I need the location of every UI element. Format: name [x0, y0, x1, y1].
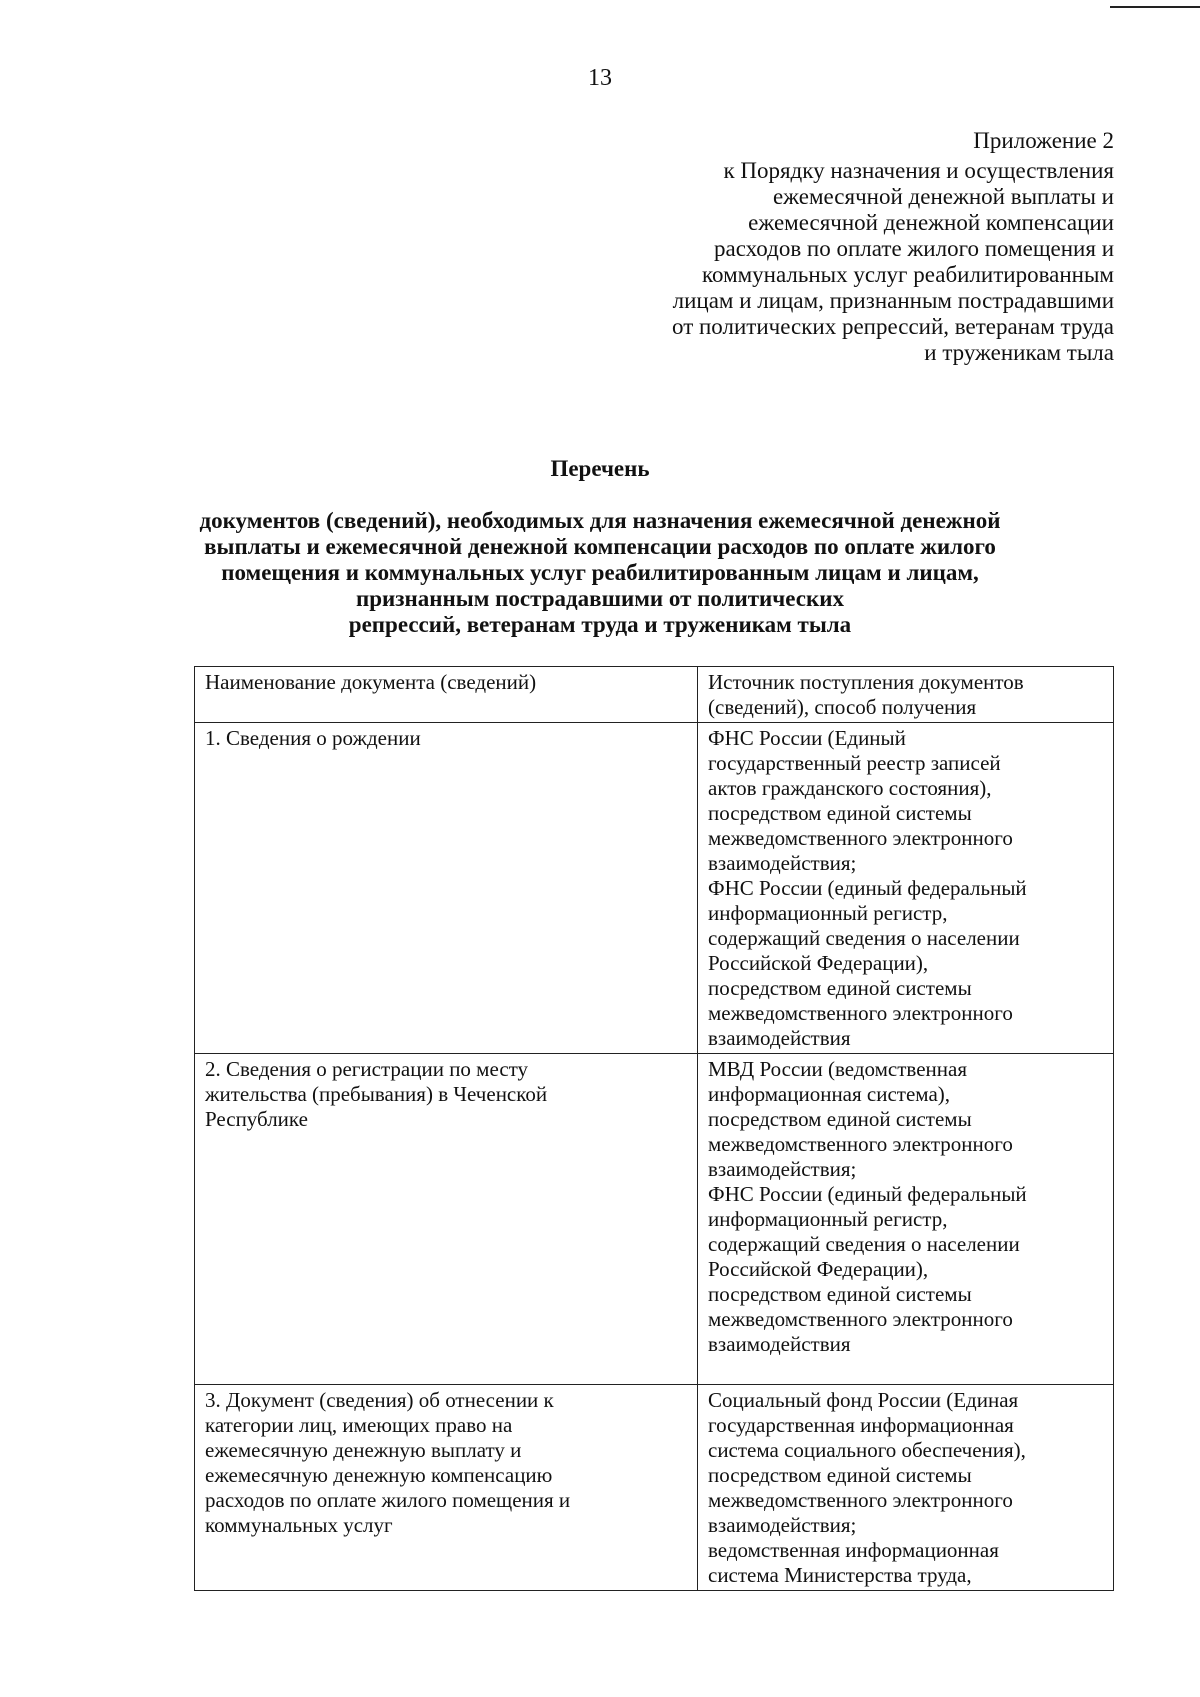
cell-text: межведомственного электронного	[708, 826, 1013, 850]
cell-text: 2. Сведения о регистрации по месту	[205, 1057, 529, 1081]
cell-text: посредством единой системы	[708, 1463, 972, 1487]
cell-text: коммунальных услуг	[205, 1513, 393, 1537]
row-source	[698, 1385, 1114, 1591]
cell-text: Российской Федерации),	[708, 951, 929, 975]
cell-text: посредством единой системы	[708, 1107, 972, 1131]
cell-text: информационный регистр,	[708, 901, 948, 925]
appendix-line: от политических репрессий, ветеранам труда	[672, 314, 1114, 339]
title-main: Перечень	[550, 456, 650, 481]
cell-text: ФНС России (Единый	[708, 726, 906, 750]
cell-text: Республике	[205, 1107, 308, 1131]
header-text: Наименование документа (сведений)	[205, 670, 537, 694]
table-row	[195, 723, 1114, 1054]
row-document-name	[195, 723, 698, 1054]
documents-table	[194, 666, 1114, 1591]
appendix-block	[672, 128, 1114, 366]
cell-text: межведомственного электронного	[708, 1307, 1013, 1331]
cell-text: государственная информационная	[708, 1413, 1014, 1437]
cell-text: ведомственная информационная	[708, 1538, 999, 1562]
cell-text: актов гражданского состояния),	[708, 776, 992, 800]
cell-text: межведомственного электронного	[708, 1488, 1013, 1512]
cell-text: посредством единой системы	[708, 976, 972, 1000]
table-row	[195, 1385, 1114, 1591]
cell-text: государственный реестр записей	[708, 751, 1001, 775]
cell-text: Социальный фонд России (Единая	[708, 1388, 1019, 1412]
cell-text: межведомственного электронного	[708, 1001, 1013, 1025]
appendix-line: и труженикам тыла	[924, 340, 1114, 365]
appendix-line: к Порядку назначения и осуществления	[723, 158, 1114, 183]
row-document-name	[195, 1385, 698, 1591]
header-document-name	[195, 667, 698, 723]
cell-text: жительства (пребывания) в Чеченской	[205, 1082, 548, 1106]
title-line: выплаты и ежемесячной денежной компенсации расходов по оплате жилого	[204, 534, 996, 559]
cell-text: расходов по оплате жилого помещения и	[205, 1488, 571, 1512]
cell-text: взаимодействия	[708, 1026, 851, 1050]
header-text: (сведений), способ получения	[708, 695, 977, 719]
row-source	[698, 723, 1114, 1054]
cell-text: система социального обеспечения),	[708, 1438, 1026, 1462]
cell-text: взаимодействия;	[708, 851, 857, 875]
appendix-line: лицам и лицам, признанным пострадавшими	[672, 288, 1114, 313]
cell-text: содержащий сведения о населении	[708, 926, 1020, 950]
table-row	[195, 1054, 1114, 1385]
appendix-title: Приложение 2	[973, 128, 1114, 153]
document-title	[0, 456, 1200, 638]
row-source	[698, 1054, 1114, 1385]
cell-text: посредством единой системы	[708, 801, 972, 825]
cell-text: взаимодействия;	[708, 1513, 857, 1537]
appendix-line: ежемесячной денежной выплаты и	[772, 184, 1114, 209]
cell-text: содержащий сведения о населении	[708, 1232, 1020, 1256]
title-line: помещения и коммунальных услуг реабилитированным лицам и лицам,	[221, 560, 979, 585]
cell-text	[708, 1357, 1105, 1382]
table-header-row	[195, 667, 1114, 723]
cell-text: 3. Документ (сведения) об отнесении к	[205, 1388, 554, 1412]
title-line: репрессий, ветеранам труда и труженикам тыла	[348, 612, 852, 637]
header-text: Источник поступления документов	[708, 670, 1024, 694]
cell-text: МВД России (ведомственная	[708, 1057, 967, 1081]
header-source	[698, 667, 1114, 723]
cell-text: информационная система),	[708, 1082, 951, 1106]
title-line: признанным пострадавшими от политических	[356, 586, 844, 611]
title-line: документов (сведений), необходимых для назначения ежемесячной денежной	[199, 508, 1001, 533]
cell-text: ежемесячную денежную выплату и	[205, 1438, 522, 1462]
cell-text: взаимодействия;	[708, 1157, 857, 1181]
cell-text: ФНС России (единый федеральный	[708, 876, 1027, 900]
cell-text: категории лиц, имеющих право на	[205, 1413, 513, 1437]
appendix-line: коммунальных услуг реабилитированным	[702, 262, 1114, 287]
cell-text: информационный регистр,	[708, 1207, 948, 1231]
cell-text: посредством единой системы	[708, 1282, 972, 1306]
cell-text: система Министерства труда,	[708, 1563, 972, 1587]
cell-text: Российской Федерации),	[708, 1257, 929, 1281]
cell-text: ежемесячную денежную компенсацию	[205, 1463, 553, 1487]
cell-text: ФНС России (единый федеральный	[708, 1182, 1027, 1206]
scan-edge-mark	[1110, 6, 1200, 8]
appendix-line: расходов по оплате жилого помещения и	[714, 236, 1114, 261]
cell-text: взаимодействия	[708, 1332, 851, 1356]
page-number: 13	[588, 65, 612, 91]
cell-text: 1. Сведения о рождении	[205, 726, 421, 750]
appendix-line: ежемесячной денежной компенсации	[748, 210, 1114, 235]
cell-text: межведомственного электронного	[708, 1132, 1013, 1156]
row-document-name	[195, 1054, 698, 1385]
